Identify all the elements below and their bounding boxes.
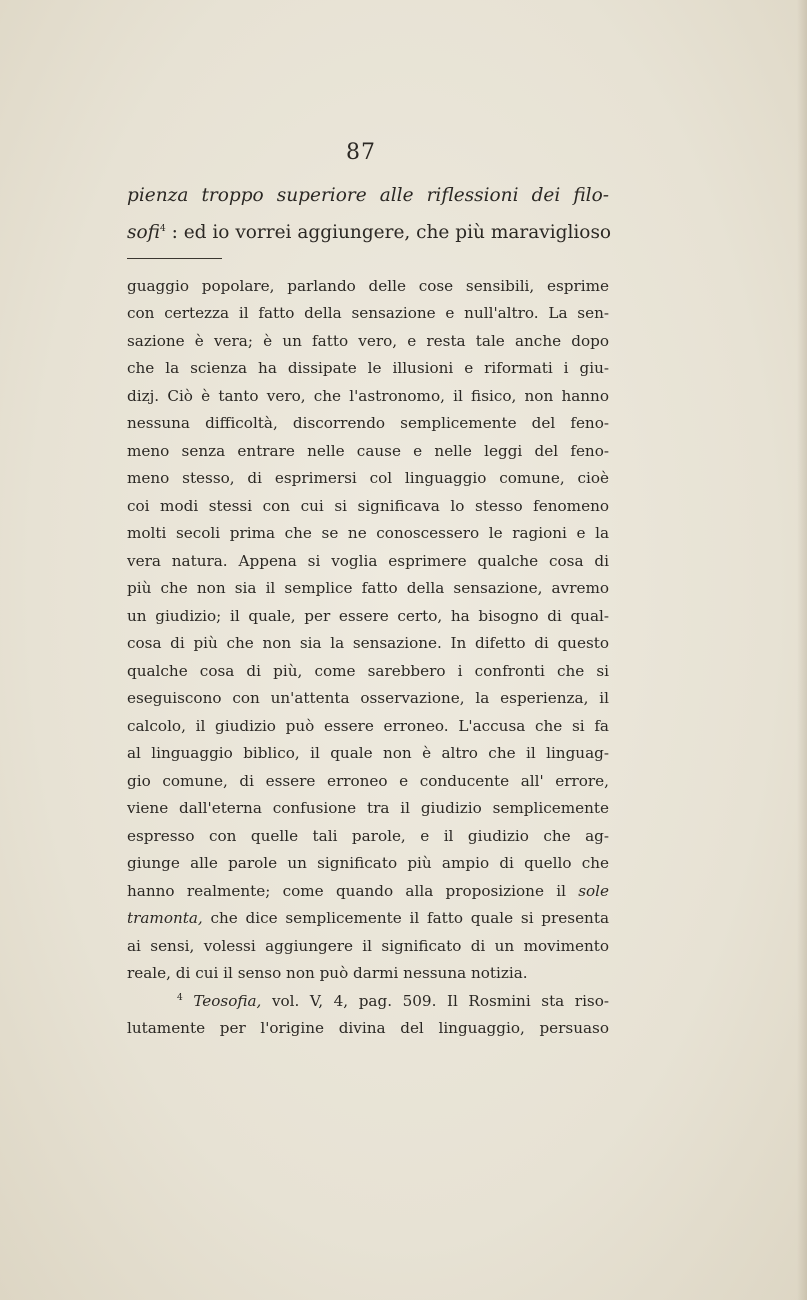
footnote-citation: vol. V, 4, pag. 509. Il Rosmini sta riso- bbox=[271, 991, 609, 1010]
footnote-text: hanno realmente; come quando alla proposizione il bbox=[127, 881, 566, 900]
footnote-line: meno stesso, di esprimersi col linguaggio comune, cioè bbox=[127, 469, 609, 488]
main-text-line bbox=[127, 214, 612, 251]
main-italic-phrase: pienza troppo superiore alle riflessioni dei filo- bbox=[127, 185, 609, 206]
footnote-citation-title: Teosofia, bbox=[193, 991, 262, 1010]
footnote-line: espresso con quelle tali parole, e il giudizio che ag- bbox=[127, 826, 609, 845]
footnote-line: giunge alle parole un significato più ampio di quello che bbox=[127, 854, 609, 873]
footnote-line: con certezza il fatto della sensazione e null'altro. La sen- bbox=[127, 304, 609, 323]
footnote-line: lutamente per l'origine divina del linguaggio, persuaso bbox=[127, 1019, 609, 1038]
footnote-line bbox=[127, 878, 609, 905]
footnote-line: dizj. Ciò è tanto vero, che l'astronomo, il fisico, non hanno bbox=[127, 386, 609, 405]
footnote-line: più che non sia il semplice fatto della sensazione, avremo bbox=[127, 579, 609, 598]
footnote-line: cosa di più che non sia la sensazione. In difetto di questo bbox=[127, 634, 609, 653]
footnote-italic-word: sole bbox=[578, 881, 610, 900]
footnote-line: al linguaggio biblico, il quale non è altro che il linguag- bbox=[127, 744, 609, 763]
footnote-line: nessuna difficoltà, discorrendo semplicemente del feno- bbox=[127, 414, 609, 433]
footnote-line: vera natura. Appena si voglia esprimere qualche cosa di bbox=[127, 551, 609, 570]
footnote-italic-word: tramonta, bbox=[127, 909, 203, 928]
footnote-4-line bbox=[127, 988, 609, 1015]
footnote-line: gio comune, di essere erroneo e conducente all' errore, bbox=[127, 771, 609, 790]
page-number: 87 bbox=[346, 140, 376, 165]
footnote-line: qualche cosa di più, come sarebbero i confronti che si bbox=[127, 661, 609, 680]
footnote-line: calcolo, il giudizio può essere erroneo. L'accusa che si fa bbox=[127, 716, 609, 735]
main-text bbox=[127, 177, 612, 251]
footnote-line: ai sensi, volessi aggiungere il significato di un movimento bbox=[127, 936, 609, 955]
footnote-marker: 4 bbox=[159, 223, 166, 234]
page-edge-shadow bbox=[797, 0, 807, 1300]
footnote-line bbox=[127, 905, 609, 932]
footnote-line: che la scienza ha dissipate le illusioni e riformati i giu- bbox=[127, 359, 609, 378]
footnote-separator bbox=[127, 258, 222, 259]
footnote-text: che dice semplicemente il fatto quale si presenta bbox=[210, 909, 609, 928]
footnote-line: guaggio popolare, parlando delle cose sensibili, esprime bbox=[127, 277, 609, 295]
main-text-line bbox=[127, 177, 609, 214]
footnote-line: un giudizio; il quale, per essere certo, ha bisogno di qual- bbox=[127, 606, 609, 625]
footnote-line: sazione è vera; è un fatto vero, e resta tale anche dopo bbox=[127, 331, 609, 350]
footnote-line: viene dall'eterna confusione tra il giudizio semplicemente bbox=[127, 799, 609, 818]
main-text-rest: : ed io vorrei aggiungere, che più maraviglioso bbox=[171, 222, 612, 243]
footnote-line: meno senza entrare nelle cause e nelle leggi del feno- bbox=[127, 441, 609, 460]
footnote-line: coi modi stessi con cui si significava lo stesso fenomeno bbox=[127, 496, 609, 515]
footnote-marker: 4 bbox=[177, 992, 183, 1003]
footnote-line: eseguiscono con un'attenta osservazione, la esperienza, il bbox=[127, 689, 609, 708]
footnote-line: molti secoli prima che se ne conoscessero le ragioni e la bbox=[127, 524, 609, 543]
footnote-line: reale, di cui il senso non può darmi nessuna notizia. bbox=[127, 964, 528, 983]
footnotes bbox=[127, 273, 609, 1043]
main-italic-word: sofi bbox=[127, 222, 160, 243]
